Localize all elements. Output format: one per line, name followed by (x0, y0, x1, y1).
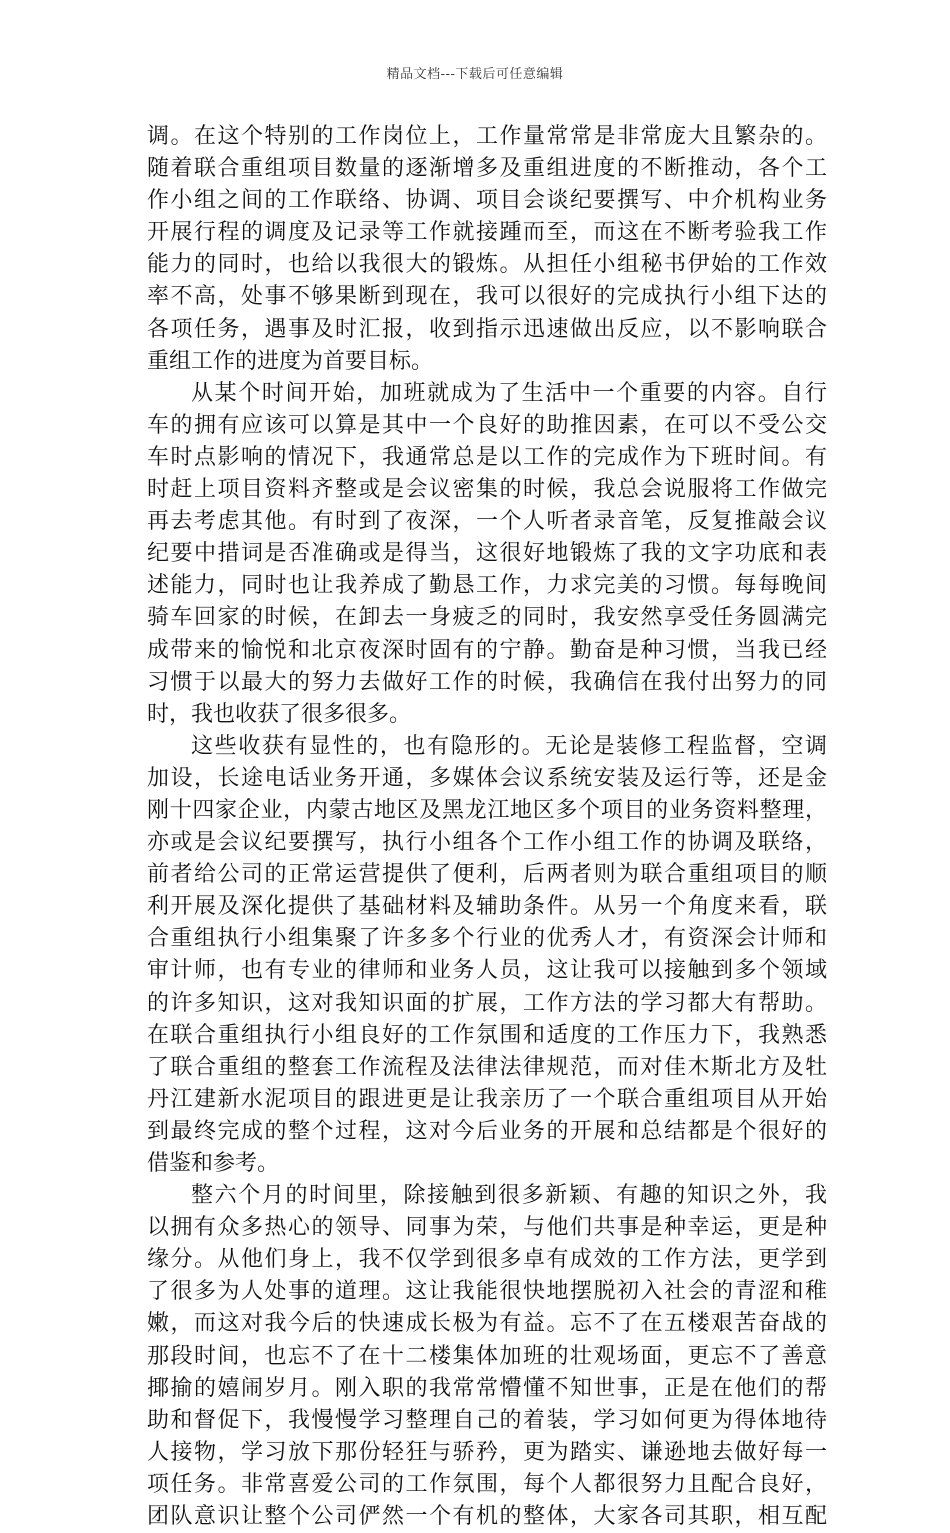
text-line: 缘分。从他们身上，我不仅学到很多卓有成效的工作方法，更学到 (147, 1247, 827, 1273)
text-line: 能力的同时，也给以我很大的锻炼。从担任小组秘书伊始的工作效 (147, 252, 827, 278)
text-line: 利开展及深化提供了基础材料及辅助条件。从另一个角度来看，联 (147, 894, 827, 920)
text-line: 加设，长途电话业务开通，多媒体会议系统安装及运行等，还是金 (147, 765, 827, 791)
text-line: 嫩，而这对我今后的快速成长极为有益。忘不了在五楼艰苦奋战的 (147, 1311, 827, 1337)
text-line: 再去考虑其他。有时到了夜深，一个人听者录音笔，反复推敲会议 (147, 509, 827, 535)
text-line: 前者给公司的正常运营提供了便利，后两者则为联合重组项目的顺 (147, 862, 827, 888)
text-line: 丹江建新水泥项目的跟进更是让我亲历了一个联合重组项目从开始 (147, 1086, 827, 1112)
text-line: 那段时间，也忘不了在十二楼集体加班的壮观场面，更忘不了善意 (147, 1343, 827, 1369)
text-line: 助和督促下，我慢慢学习整理自己的着装，学习如何更为得体地待 (147, 1407, 827, 1433)
text-line: 审计师，也有专业的律师和业务人员，这让我可以接触到多个领域 (147, 958, 827, 984)
page-header: 精品文档---下载后可任意编辑 (386, 67, 564, 82)
text-line: 纪要中措词是否准确或是得当，这很好地锻炼了我的文字功底和表 (147, 541, 827, 567)
text-line: 了很多为人处事的道理。这让我能很快地摆脱初入社会的青涩和稚 (147, 1279, 827, 1305)
text-line: 项任务。非常喜爱公司的工作氛围，每个人都很努力且配合良好， (147, 1471, 827, 1497)
text-line: 时，我也收获了很多很多。 (147, 701, 412, 727)
text-line: 团队意识让整个公司俨然一个有机的整体，大家各司其职，相互配 (147, 1504, 827, 1530)
text-line: 述能力，同时也让我养成了勤恳工作，力求完美的习惯。每每晚间 (147, 573, 827, 599)
document-body (147, 121, 827, 1533)
text-line: 借鉴和参考。 (147, 1151, 280, 1176)
text-line: 的许多知识，这对我知识面的扩展，工作方法的学习都大有帮助。 (147, 990, 827, 1016)
text-line: 在联合重组执行小组良好的工作氛围和适度的工作压力下，我熟悉 (147, 1022, 827, 1048)
text-line: 成带来的愉悦和北京夜深时固有的宁静。勤奋是种习惯，当我已经 (147, 637, 827, 663)
text-line: 以拥有众多热心的领导、同事为荣，与他们共事是种幸运，更是种 (147, 1215, 827, 1241)
text-line: 这些收获有显性的，也有隐形的。无论是装修工程监督，空调 (191, 733, 827, 759)
text-line: 整六个月的时间里，除接触到很多新颖、有趣的知识之外，我 (191, 1183, 827, 1209)
text-line: 车时点影响的情况下，我通常总是以工作的完成作为下班时间。有 (147, 444, 827, 470)
text-line: 时赶上项目资料齐整或是会议密集的时候，我总会说服将工作做完 (147, 477, 827, 503)
text-line: 了联合重组的整套工作流程及法律法律规范，而对佳木斯北方及牡 (147, 1054, 827, 1080)
text-line: 亦或是会议纪要撰写，执行小组各个工作小组工作的协调及联络， (147, 830, 827, 856)
text-line: 从某个时间开始，加班就成为了生活中一个重要的内容。自行 (191, 380, 827, 406)
text-line: 骑车回家的时候，在卸去一身疲乏的同时，我安然享受任务圆满完 (147, 605, 827, 631)
text-line: 各项任务，遇事及时汇报，收到指示迅速做出反应，以不影响联合 (147, 316, 827, 342)
text-line: 刚十四家企业，内蒙古地区及黑龙江地区多个项目的业务资料整理， (147, 797, 827, 823)
text-line: 率不高，处事不够果断到现在，我可以很好的完成执行小组下达的 (147, 284, 827, 310)
text-line: 习惯于以最大的努力去做好工作的时候，我确信在我付出努力的同 (147, 669, 827, 695)
text-line: 车的拥有应该可以算是其中一个良好的助推因素，在可以不受公交 (147, 412, 827, 438)
text-line: 重组工作的进度为首要目标。 (147, 348, 434, 374)
text-line: 揶揄的嬉闹岁月。刚入职的我常常懵懂不知世事，正是在他们的帮 (147, 1375, 827, 1401)
text-line: 调。在这个特别的工作岗位上，工作量常常是非常庞大且繁杂的。 (147, 124, 827, 149)
text-line: 随着联合重组项目数量的逐渐增多及重组进度的不断推动，各个工 (147, 156, 827, 182)
text-line: 到最终完成的整个过程，这对今后业务的开展和总结都是个很好的 (147, 1118, 827, 1144)
text-line: 合重组执行小组集聚了许多多个行业的优秀人才，有资深会计师和 (147, 926, 827, 952)
text-line: 开展行程的调度及记录等工作就接踵而至，而这在不断考验我工作 (147, 220, 827, 246)
text-line: 人接物，学习放下那份轻狂与骄矜，更为踏实、谦逊地去做好每一 (147, 1439, 827, 1465)
text-line: 作小组之间的工作联络、协调、项目会谈纪要撰写、中介机构业务 (147, 188, 827, 214)
